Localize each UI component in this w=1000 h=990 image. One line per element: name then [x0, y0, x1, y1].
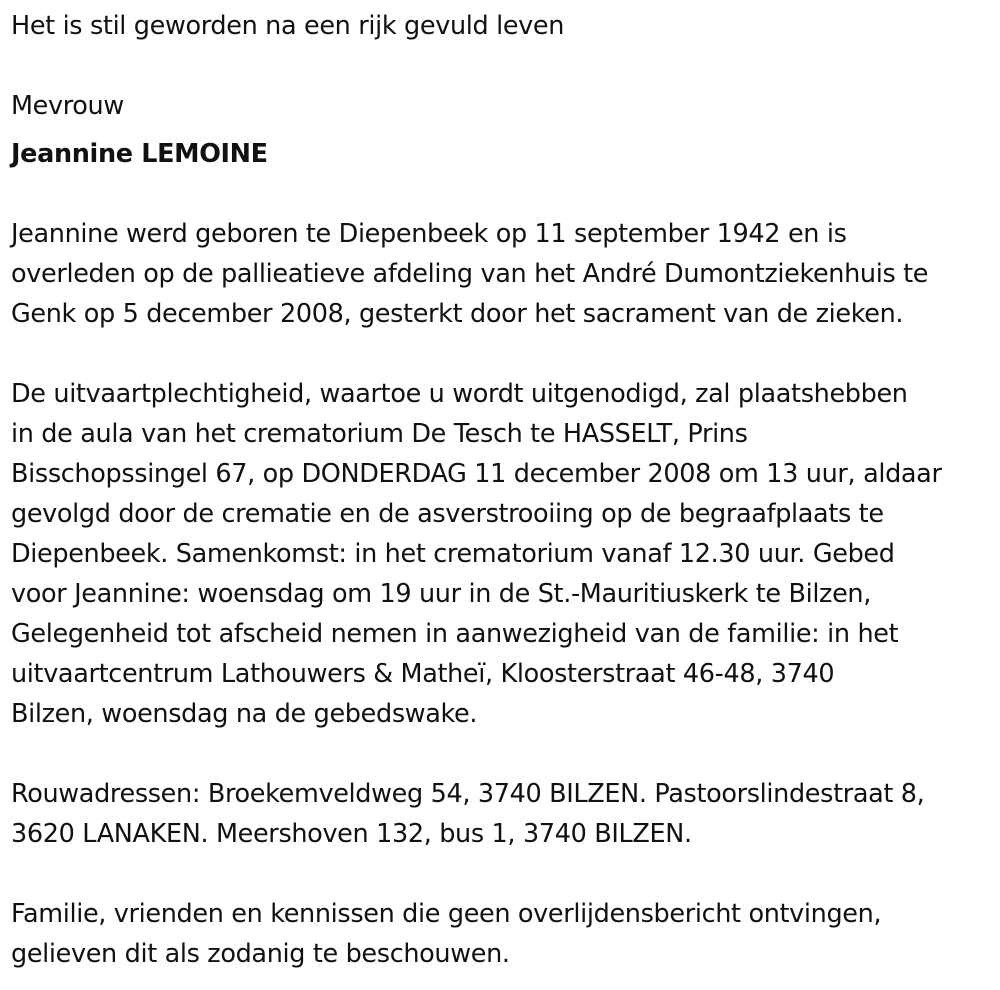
paragraph-line: Diepenbeek. Samenkomst: in het crematorium vanaf 12.30 uur. Gebed: [11, 539, 895, 569]
spacer: [11, 854, 993, 894]
paragraph-line: Gelegenheid tot afscheid nemen in aanwezigheid van de familie: in het: [11, 619, 899, 649]
paragraph-line: 3620 LANAKEN. Meershoven 132, bus 1, 3740 BILZEN.: [11, 819, 692, 849]
paragraph-line: Bilzen, woensdag na de gebedswake.: [11, 699, 478, 729]
spacer: [11, 46, 993, 86]
spacer: [11, 334, 993, 374]
intro-line: Het is stil geworden na een rijk gevuld leven: [11, 11, 565, 41]
paragraph-line: gelieven dit als zodanig te beschouwen.: [11, 939, 510, 969]
paragraph-line: Bisschopssingel 67, op DONDERDAG 11 december 2008 om 13 uur, aldaar: [11, 459, 942, 489]
paragraph-line: uitvaartcentrum Lathouwers & Matheï, Kloosterstraat 46-48, 3740: [11, 659, 835, 689]
spacer: [11, 174, 993, 214]
birth-death-paragraph: [11, 214, 993, 334]
paragraph-line: De uitvaartplechtigheid, waartoe u wordt uitgenodigd, zal plaatshebben: [11, 379, 908, 409]
paragraph-line: voor Jeannine: woensdag om 19 uur in de St.-Mauritiuskerk te Bilzen,: [11, 579, 871, 609]
obituary-notice: [11, 0, 993, 974]
paragraph-line: gevolgd door de crematie en de asverstrooiing op de begraafplaats te: [11, 499, 884, 529]
paragraph-line: overleden op de pallieatieve afdeling van het André Dumontziekenhuis te: [11, 259, 929, 289]
paragraph-line: Genk op 5 december 2008, gesterkt door het sacrament van de zieken.: [11, 299, 904, 329]
paragraph-line: Rouwadressen: Broekemveldweg 54, 3740 BILZEN. Pastoorslindestraat 8,: [11, 779, 925, 809]
deceased-name: Jeannine LEMOINE: [11, 139, 268, 169]
addresses-paragraph: [11, 774, 993, 854]
funeral-paragraph: [11, 374, 993, 734]
paragraph-line: Jeannine werd geboren te Diepenbeek op 11 september 1942 en is: [11, 219, 847, 249]
paragraph-line: in de aula van het crematorium De Tesch te HASSELT, Prins: [11, 419, 748, 449]
spacer: [11, 734, 993, 774]
salutation: Mevrouw: [11, 91, 124, 121]
closing-paragraph: [11, 894, 993, 974]
paragraph-line: Familie, vrienden en kennissen die geen overlijdensbericht ontvingen,: [11, 899, 882, 929]
